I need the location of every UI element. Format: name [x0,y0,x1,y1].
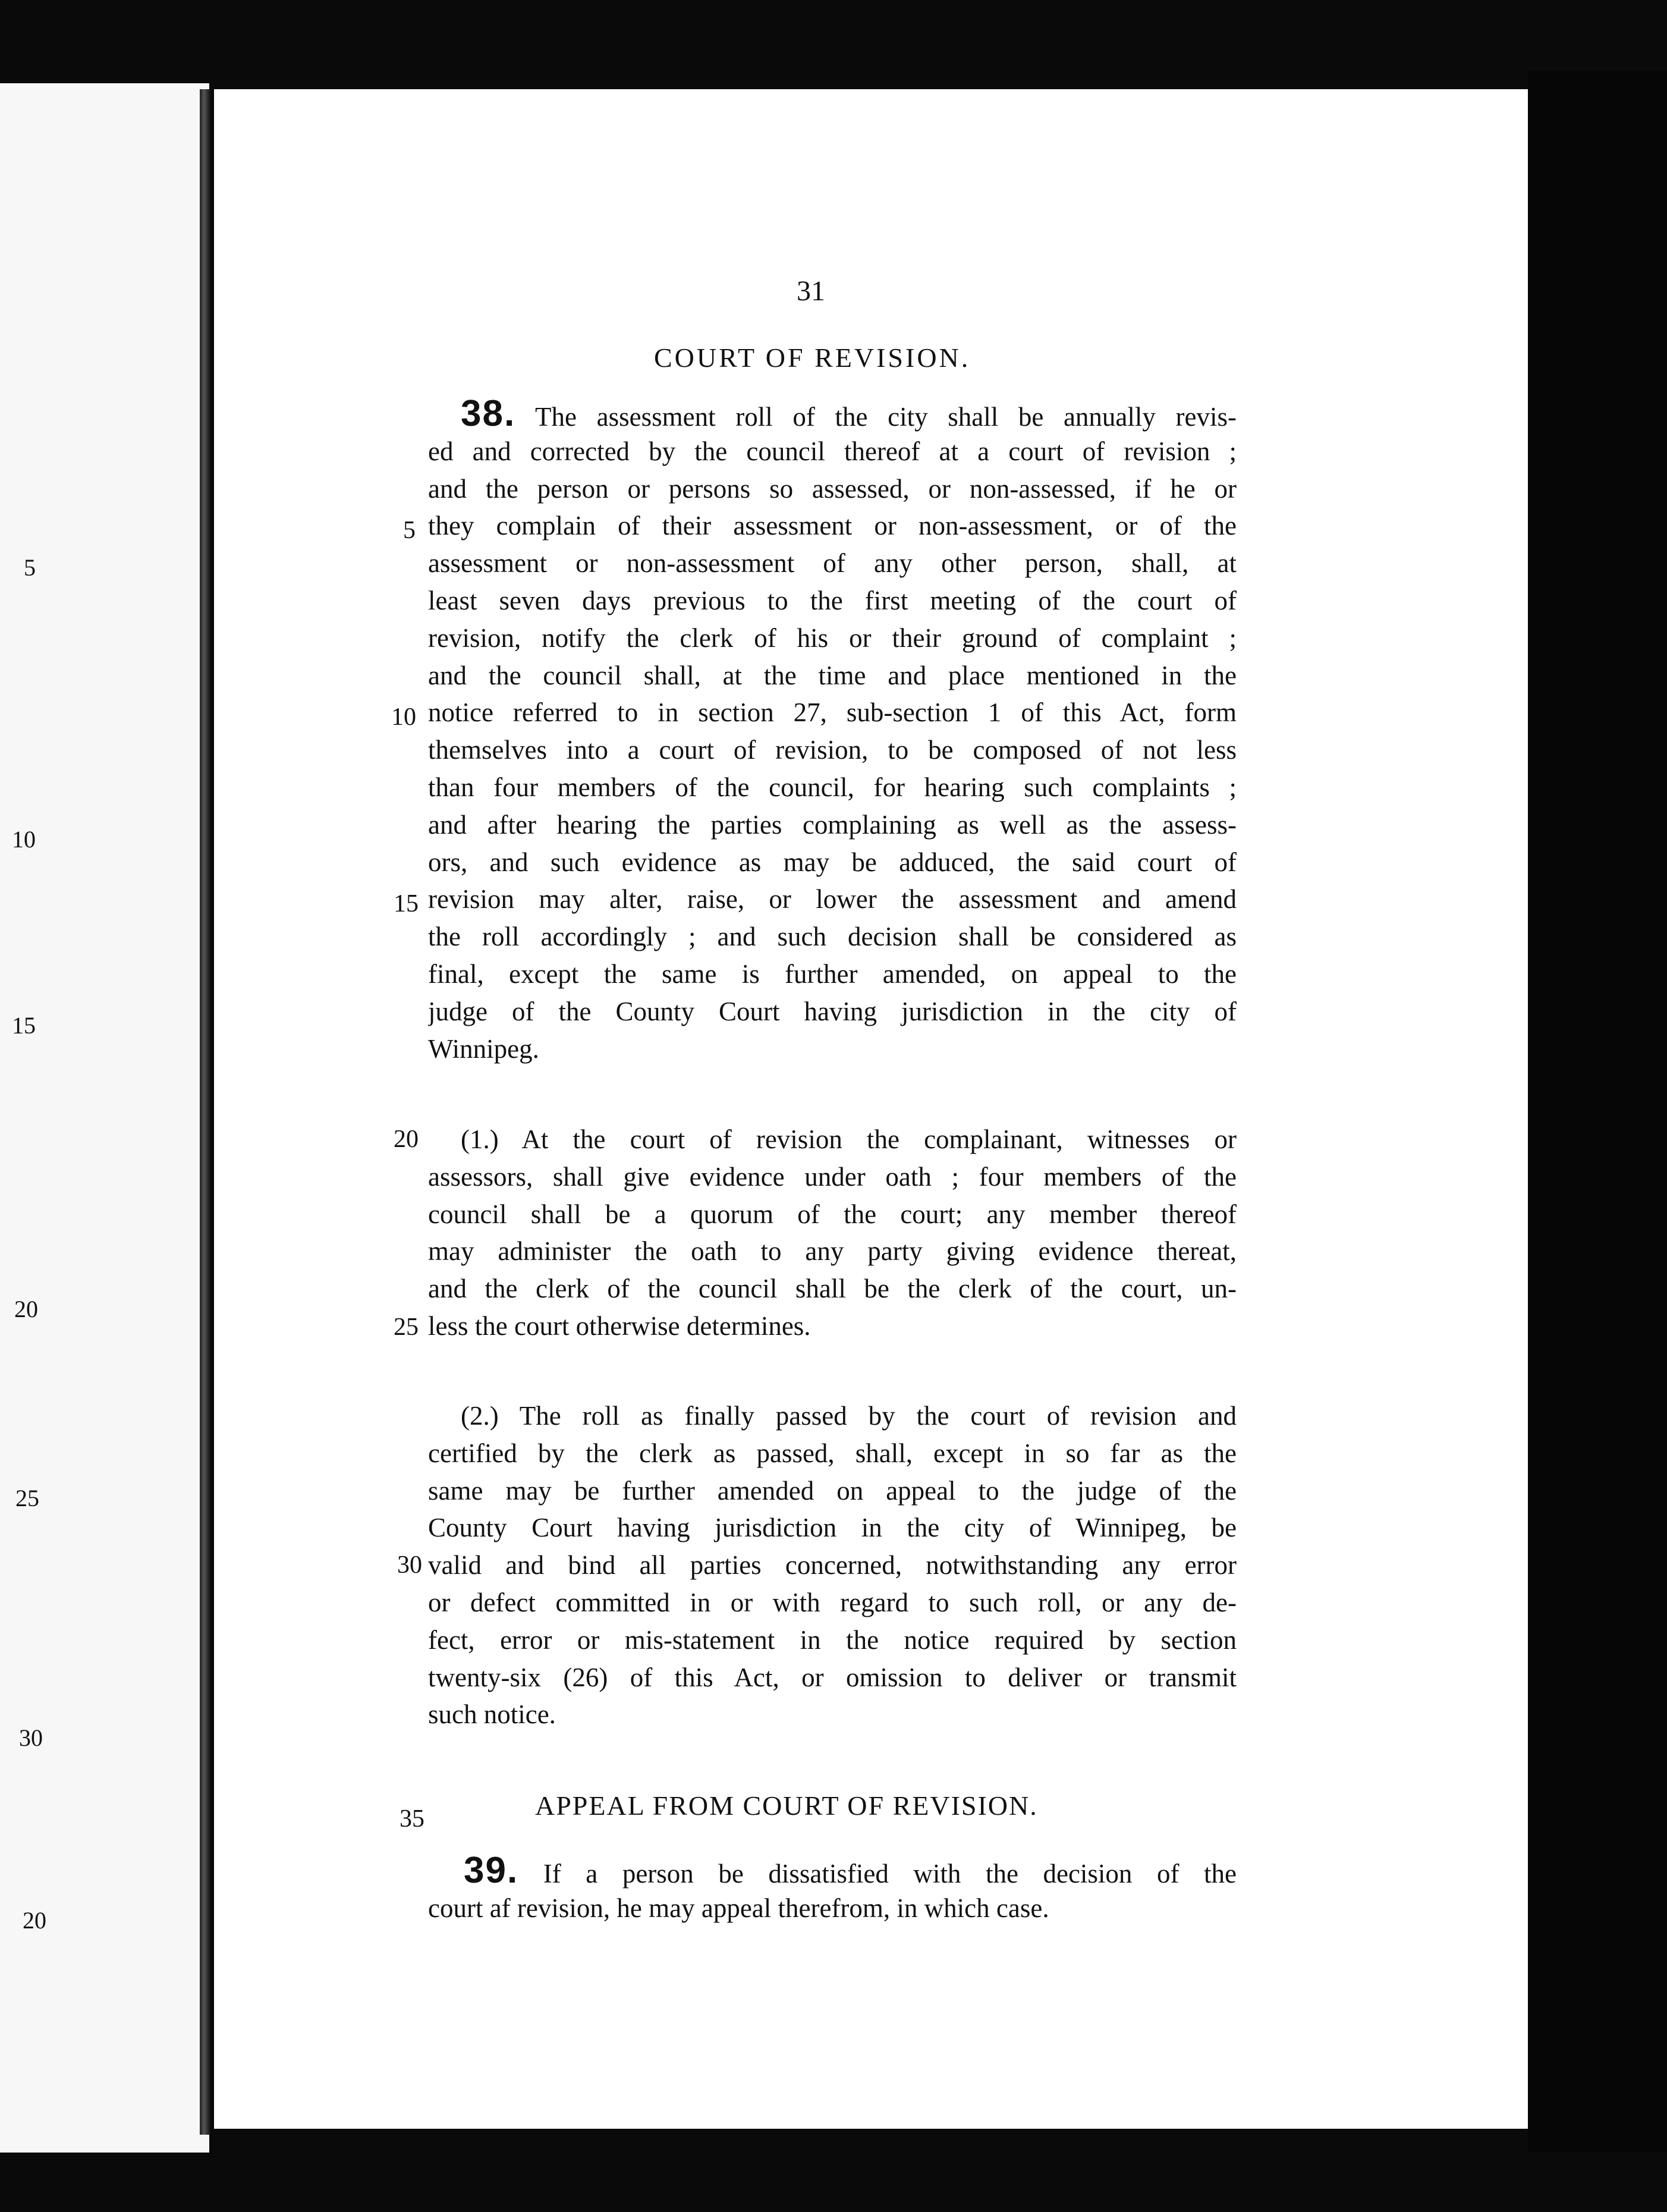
text-line: ors, and such evidence as may be adduced, the said court of [428,847,1237,877]
text-line: revision, notify the clerk of his or their ground of complaint ; [428,623,1237,653]
text-line: certified by the clerk as passed, shall, except in so far as the [428,1438,1237,1468]
text-line: (1.) At the court of revision the complainant, witnesses or [461,1124,1237,1154]
text-line: 39. If a person be dissatisfied with the decision of the [428,1852,1237,1890]
text-line: may administer the oath to any party giving evidence thereat, [428,1236,1237,1267]
left-margin-number: 15 [12,1012,36,1039]
page-edge-shadow [1528,71,1667,2153]
text-line: assessment or non-assessment of any other person, shall, at [428,548,1237,579]
page-number: 31 [797,275,825,307]
line-number: 20 [394,1126,419,1153]
text-line: they complain of their assessment or non-assessment, or of the [428,511,1237,541]
left-margin-number: 10 [12,826,36,853]
section-number: 38. [461,395,516,433]
left-margin-number: 5 [24,554,36,581]
text-line: fect, error or mis-statement in the notice required by section [428,1625,1237,1655]
text-line: and the council shall, at the time and place mentioned in the [428,660,1237,690]
text-line: revision may alter, raise, or lower the assessment and amend [428,884,1237,915]
text-line: 38. The assessment roll of the city shall be annually revis- [428,395,1237,433]
text-line: valid and bind all parties concerned, notwithstanding any error [428,1550,1237,1581]
section-heading: COURT OF REVISION. [654,343,971,373]
line-number: 35 [400,1805,424,1833]
text-line: court af revision, he may appeal therefrom, in which case. [428,1893,1049,1923]
text-line: than four members of the council, for hearing such complaints ; [428,772,1237,802]
text-line: least seven days previous to the first meeting of the court of [428,585,1237,615]
left-margin-number: 30 [19,1724,43,1751]
text-line: (2.) The roll as finally passed by the court of revision and [461,1401,1237,1431]
line-number: 5 [403,517,416,544]
text-line: assessors, shall give evidence under oath ; four members of the [428,1161,1237,1192]
line-number: 30 [397,1551,422,1579]
line-number: 25 [394,1314,419,1341]
text-line: and the clerk of the council shall be the clerk of the court, un- [428,1274,1237,1304]
text-line: ed and corrected by the council thereof at a court of revision ; [428,436,1237,466]
line-number: 10 [391,703,416,731]
text-line: less the court otherwise determines. [428,1311,811,1341]
text-line: judge of the County Court having jurisdiction in the city of [428,996,1237,1026]
left-margin-number: 25 [15,1485,39,1512]
section-number: 39. [464,1852,519,1890]
line-number: 15 [394,890,419,918]
text-line: and after hearing the parties complaining as well as the assess- [428,809,1237,840]
text-line: final, except the same is further amended, on appeal to the [428,959,1237,989]
text-line: County Court having jurisdiction in the city of Winnipeg, be [428,1513,1237,1543]
text-line: council shall be a quorum of the court; any member thereof [428,1199,1237,1229]
text-line: and the person or persons so assessed, or non-assessed, if he or [428,473,1237,504]
text-line: or defect committed in or with regard to such roll, or any de- [428,1587,1237,1617]
text-line: Winnipeg. [428,1033,539,1064]
section-38 [428,395,1237,1067]
text-line: such notice. [428,1699,556,1730]
left-margin-number: 20 [14,1296,38,1322]
text-line: notice referred to in section 27, sub-section 1 of this Act, form [428,697,1237,728]
section-heading: APPEAL FROM COURT OF REVISION. [535,1790,1038,1821]
text-line: same may be further amended on appeal to the judge of the [428,1475,1237,1506]
subsection-2 [428,1397,1237,1733]
left-margin-number: 20 [23,1907,46,1934]
section-39 [428,1852,1237,1927]
text-line: twenty-six (26) of this Act, or omission to deliver or transmit [428,1662,1237,1692]
text-line: the roll accordingly ; and such decision shall be considered as [428,922,1237,952]
subsection-1 [428,1121,1237,1345]
book-gutter [200,89,210,2135]
left-facing-page [0,83,209,2153]
text-line: themselves into a court of revision, to be composed of not less [428,735,1237,765]
